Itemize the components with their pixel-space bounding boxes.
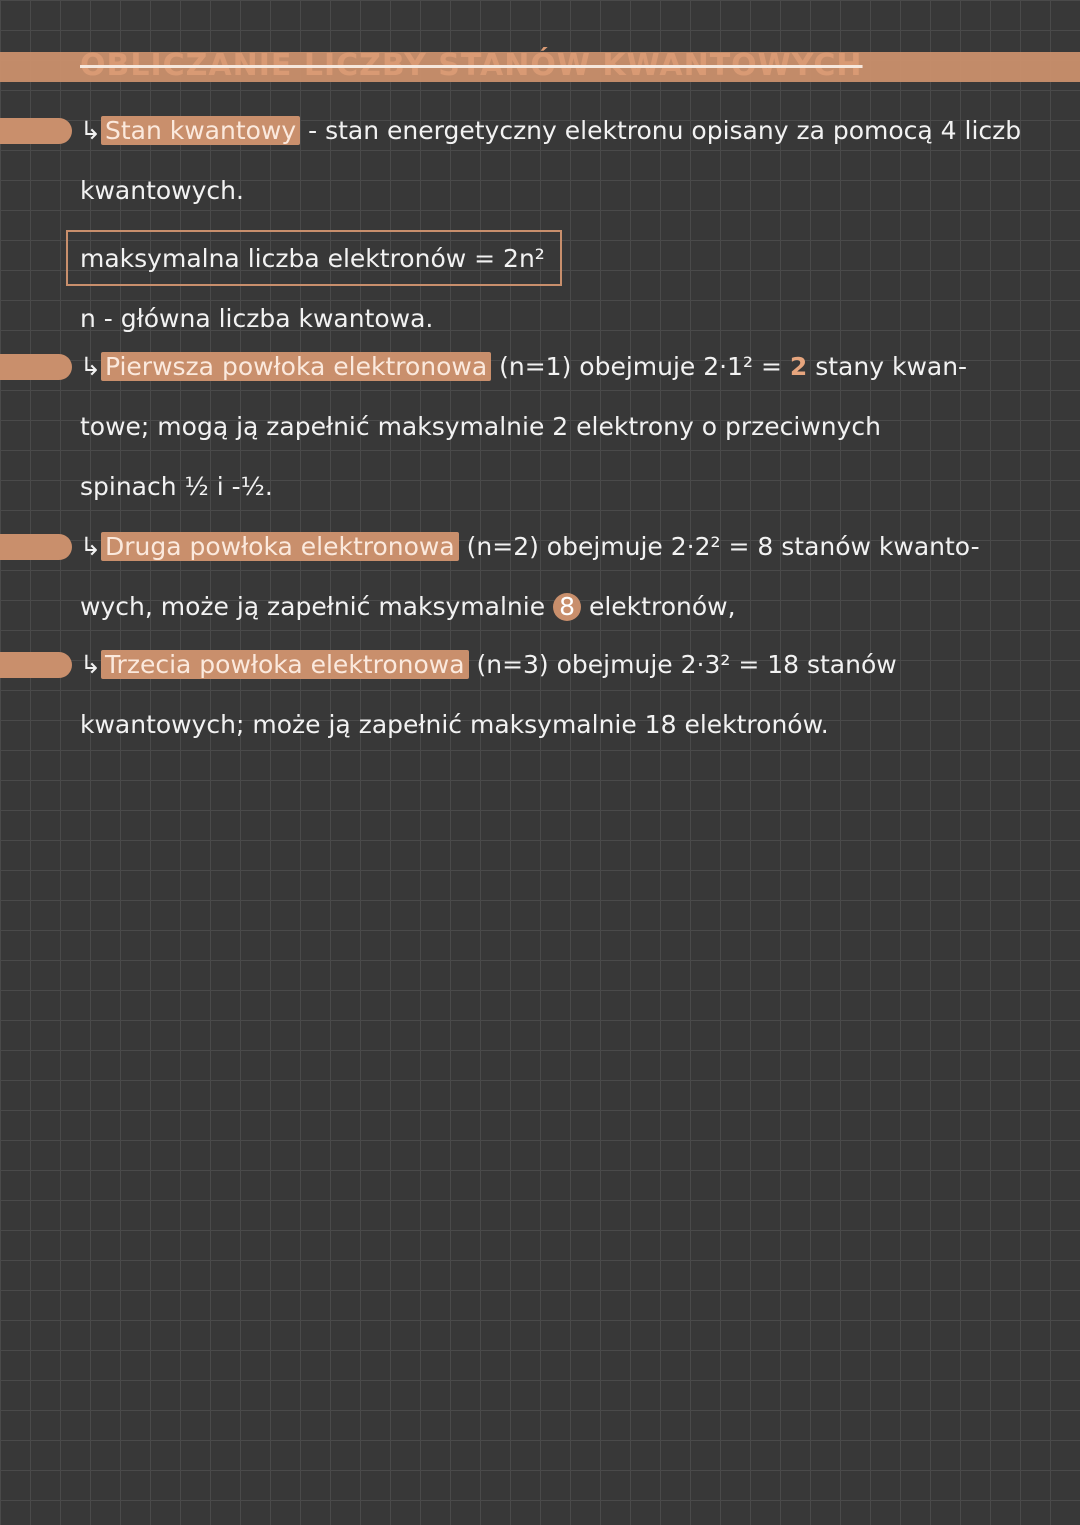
equation-text: (n=1) obejmuje 2·1² = <box>491 352 790 381</box>
equation-text: stany kwan- <box>807 352 968 381</box>
formula-box <box>66 230 562 286</box>
note-line-6: spinach ½ i -½. <box>80 472 273 501</box>
result-number: 2 <box>789 352 808 381</box>
note-line-5: towe; mogą ją zapełnić maksymalnie 2 elektrony o przeciwnych <box>80 412 881 441</box>
arrow-icon: ↳ <box>80 650 101 679</box>
equation-text: (n=3) obejmuje 2·3² = 18 stanów <box>468 650 897 679</box>
term-pierwsza-powloka: Pierwsza powłoka elektronowa <box>101 352 491 381</box>
note-line-4 <box>80 350 967 384</box>
equation-text: (n=2) obejmuje 2·2² = 8 stanów kwanto- <box>458 532 980 561</box>
note-line-7 <box>80 530 980 564</box>
page-title: OBLICZANIE LICZBY STANÓW KWANTOWYCH <box>80 48 863 83</box>
circled-number: 8 <box>553 593 581 621</box>
note-text: wych, może ją zapełnić maksymalnie <box>80 592 554 621</box>
note-line-8 <box>80 590 736 624</box>
note-text: elektronów, <box>581 592 736 621</box>
arrow-icon: ↳ <box>80 532 101 561</box>
note-line-9 <box>80 648 897 682</box>
definition-text: - stan energetyczny elektronu opisany za pomocą 4 liczb <box>300 116 1022 145</box>
note-line-3: n - główna liczba kwantowa. <box>80 304 434 333</box>
bullet-marker <box>0 118 72 144</box>
note-line-10: kwantowych; może ją zapełnić maksymalnie 18 elektronów. <box>80 710 829 739</box>
arrow-icon: ↳ <box>80 116 101 145</box>
bullet-marker <box>0 534 72 560</box>
term-druga-powloka: Druga powłoka elektronowa <box>101 532 459 561</box>
term-stan-kwantowy: Stan kwantowy <box>101 116 300 145</box>
bullet-marker <box>0 652 72 678</box>
formula-text: maksymalna liczba elektronów = 2n² <box>80 244 545 273</box>
note-line-2: kwantowych. <box>80 176 244 205</box>
bullet-marker <box>0 354 72 380</box>
note-line-1 <box>80 114 1021 148</box>
term-trzecia-powloka: Trzecia powłoka elektronowa <box>101 650 469 679</box>
arrow-icon: ↳ <box>80 352 101 381</box>
